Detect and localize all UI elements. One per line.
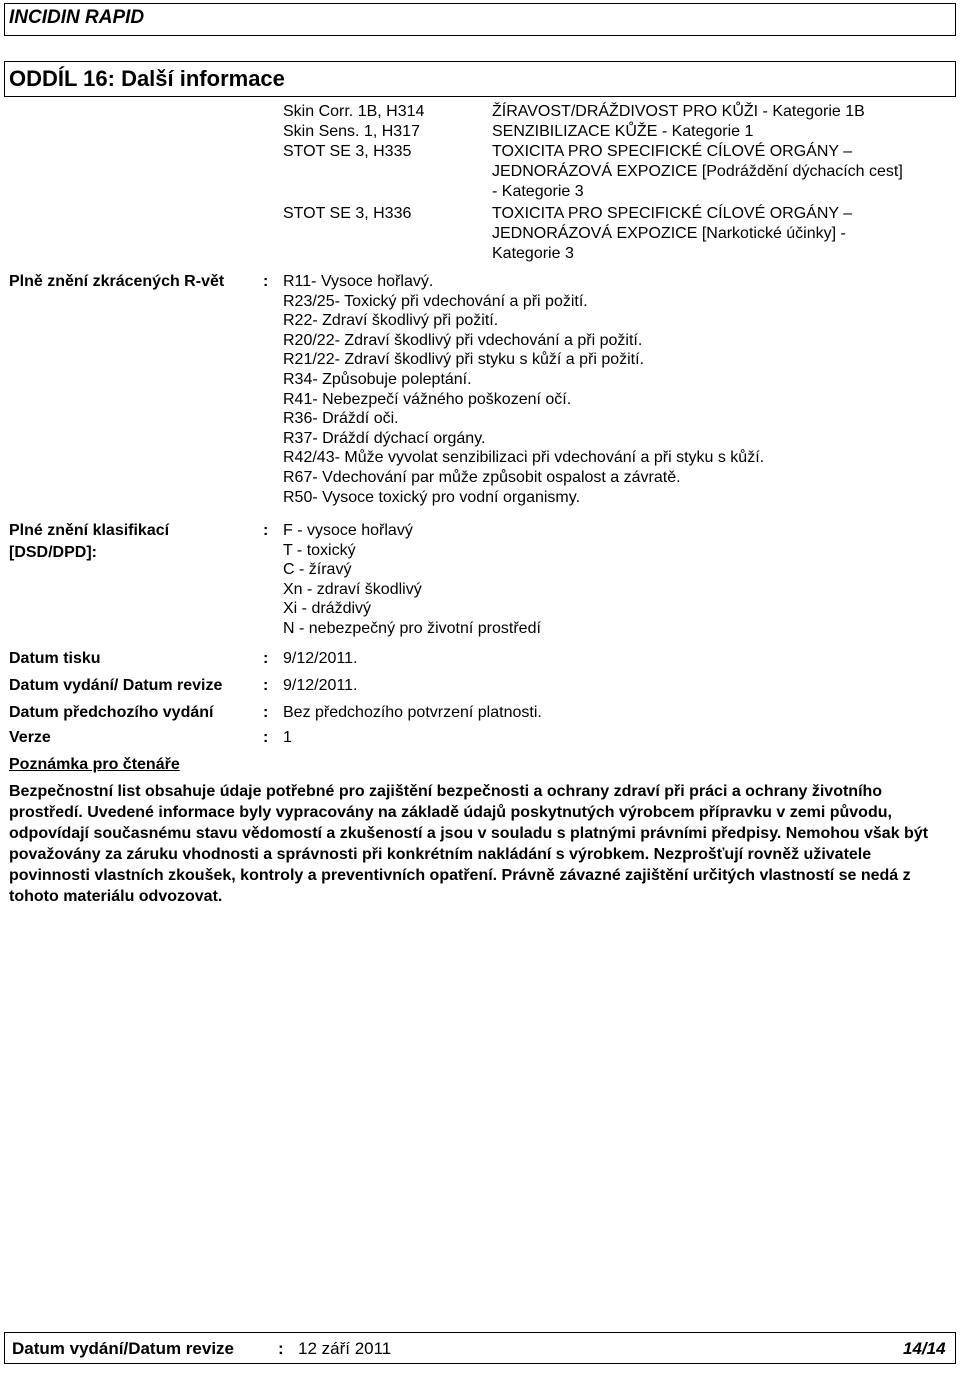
- colon: :: [263, 650, 269, 667]
- r-phrase: R22- Zdraví škodlivý při požití.: [283, 312, 499, 330]
- print-date-value: 9/12/2011.: [283, 650, 358, 667]
- colon: :: [263, 729, 269, 746]
- issue-date-value: 9/12/2011.: [283, 677, 358, 694]
- colon: :: [263, 677, 269, 694]
- r-phrase: R34- Způsobuje poleptání.: [283, 370, 472, 388]
- footer-issue-label: Datum vydání/Datum revize: [12, 1339, 235, 1358]
- hazard-desc: ŽÍRAVOST/DRÁŽDIVOST PRO KŮŽI - Kategorie 1B: [492, 103, 865, 120]
- note-title: Poznámka pro čtenáře: [9, 756, 180, 773]
- hazard-desc: JEDNORÁZOVÁ EXPOZICE [Podráždění dýchacích cest]: [492, 163, 903, 180]
- section-title: ODDÍL 16: Další informace: [9, 66, 285, 91]
- colon: :: [263, 273, 269, 290]
- colon: :: [263, 704, 269, 721]
- note-text: Bezpečnostní list obsahuje údaje potřebné pro zajištění bezpečnosti a ochrany zdraví při práci a ochrany životního prostředí. Uvedené informace byly vypracovány na základě údajů poskytnutých výrobcem přípravku v zemi původu, odpovídají současnému stavu vědomostí a zkušeností a jsou v souladu s platnými právními předpisy. Nemohou však být považovány za záruku vhodnosti a správnosti při konkrétním nakládání s výrobkem. Nezprošťují rovněž uživatele povinnosti vlastních zkoušek, kontroly a preventivních opatření. Právně závazné zajištění určitých vlastností se nedá z tohoto materiálu odvozovat.: [9, 783, 929, 905]
- hazard-code: STOT SE 3, H335: [283, 143, 412, 160]
- r-phrase: R37- Dráždí dýchací orgány.: [283, 429, 486, 447]
- r-phrase: R21/22- Zdraví škodlivý při styku s kůží a při požití.: [283, 351, 645, 369]
- r-phrase: R42/43- Může vyvolat senzibilizaci při vdechování a při styku s kůží.: [283, 449, 765, 467]
- version-label: Verze: [9, 729, 51, 746]
- r-phrase: R50- Vysoce toxický pro vodní organismy.: [283, 488, 581, 506]
- r-phrase: R41- Nebezpečí vážného poškození očí.: [283, 390, 572, 408]
- product-name: INCIDIN RAPID: [9, 7, 145, 28]
- r-phrase: R36- Dráždí oči.: [283, 410, 399, 428]
- r-phrases-label: Plně znění zkrácených R-vět: [9, 273, 225, 290]
- r-phrases-list: [283, 272, 764, 507]
- print-date-label: Datum tisku: [9, 650, 101, 667]
- hazard-code: STOT SE 3, H336: [283, 205, 412, 222]
- classification-item: T - toxický: [283, 541, 356, 559]
- classifications-label-sub: [DSD/DPD]:: [9, 544, 97, 561]
- footer-issue-date: 12 září 2011: [298, 1339, 392, 1358]
- prev-issue-label: Datum předchozího vydání: [9, 704, 214, 721]
- classification-item: Xn - zdraví škodlivý: [283, 580, 422, 598]
- r-phrase: R23/25- Toxický při vdechování a při požití.: [283, 292, 588, 310]
- hazard-desc: TOXICITA PRO SPECIFICKÉ CÍLOVÉ ORGÁNY –: [492, 143, 853, 160]
- classifications-label: Plné znění klasifikací: [9, 522, 170, 539]
- classification-item: N - nebezpečný pro životní prostředí: [283, 619, 541, 637]
- hazard-code: Skin Sens. 1, H317: [283, 123, 420, 140]
- hazard-desc: - Kategorie 3: [492, 183, 584, 200]
- hazard-desc: SENZIBILIZACE KŮŽE - Kategorie 1: [492, 123, 754, 140]
- classification-item: C - žíravý: [283, 561, 352, 579]
- footer-colon: :: [278, 1339, 284, 1358]
- document-header-box: [4, 3, 956, 36]
- classification-item: Xi - dráždivý: [283, 600, 372, 618]
- hazard-desc: TOXICITA PRO SPECIFICKÉ CÍLOVÉ ORGÁNY –: [492, 205, 853, 222]
- classification-item: F - vysoce hořlavý: [283, 522, 413, 539]
- issue-date-label: Datum vydání/ Datum revize: [9, 677, 223, 694]
- colon: :: [263, 522, 269, 539]
- prev-issue-value: Bez předchozího potvrzení platnosti.: [283, 704, 542, 721]
- r-phrase: R20/22- Zdraví škodlivý při vdechování a při požití.: [283, 331, 643, 349]
- classifications-list: [283, 521, 541, 639]
- hazard-desc: Kategorie 3: [492, 245, 574, 262]
- hazard-code: Skin Corr. 1B, H314: [283, 103, 425, 120]
- r-phrase: R67- Vdechování par může způsobit ospalost a závratě.: [283, 468, 681, 486]
- hazard-desc: JEDNORÁZOVÁ EXPOZICE [Narkotické účinky] -: [492, 225, 846, 242]
- page-number: 14/14: [903, 1339, 946, 1358]
- version-value: 1: [283, 729, 292, 746]
- r-phrase: R11- Vysoce hořlavý.: [283, 273, 434, 290]
